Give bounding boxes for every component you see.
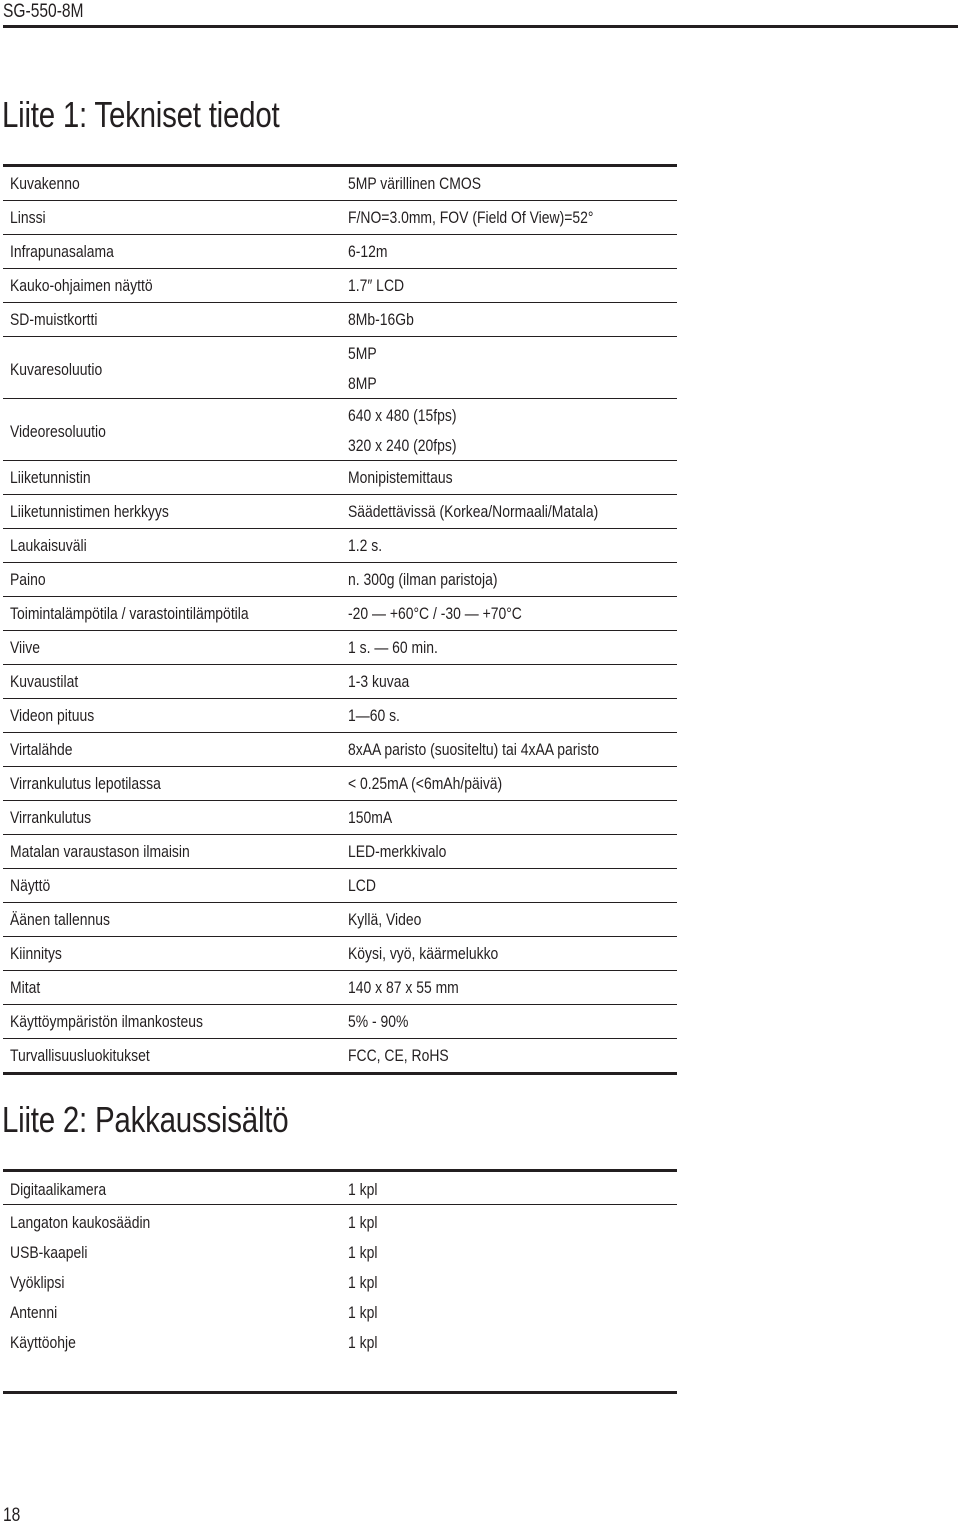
spec-label: Infrapunasalama [10,242,114,261]
package-contents-table [3,1169,677,1394]
table-row [3,269,677,303]
spec-value-secondary: 320 x 240 (20fps) [348,436,457,455]
spec-label: Virrankulutus lepotilassa [10,774,161,793]
spec-value: Kyllä, Video [348,910,422,929]
spec-value: < 0.25mA (<6mAh/päivä) [348,774,503,793]
spec-label: Kuvakenno [10,174,80,193]
table-row [3,167,677,201]
table-row [3,971,677,1005]
table-row [3,1039,677,1072]
spec-value: 140 x 87 x 55 mm [348,978,459,997]
table-row [3,665,677,699]
spec-label: SD-muistkortti [10,310,98,329]
spec-label: Liiketunnistin [10,468,91,487]
item-label: Vyöklipsi [10,1273,65,1292]
spec-value: 8xAA paristo (suositeltu) tai 4xAA paristo [348,740,600,759]
table-row [3,337,677,399]
spec-label: Kauko-ohjaimen näyttö [10,276,153,295]
table-row [3,1005,677,1039]
spec-label: Laukaisuväli [10,536,87,555]
table-row [3,1265,677,1295]
spec-value: 5% - 90% [348,1012,409,1031]
item-label: Antenni [10,1303,58,1322]
table-row [3,461,677,495]
spec-value: 1-3 kuvaa [348,672,410,691]
table-row [3,1205,677,1235]
table-row [3,801,677,835]
spec-label: Mitat [10,978,41,997]
spec-value: 5MP [348,344,377,363]
spec-value: F/NO=3.0mm, FOV (Field Of View)=52° [348,208,594,227]
spec-label: Toimintalämpötila / varastointilämpötila [10,604,249,623]
table-row [3,699,677,733]
spec-label: Kiinnitys [10,944,62,963]
table-bottom-rule [3,1391,677,1394]
spec-label: Kuvaresoluutio [10,360,103,379]
table-row [3,835,677,869]
spec-value: Säädettävissä (Korkea/Normaali/Matala) [348,502,599,521]
spec-label: Viive [10,638,40,657]
spec-label: Virrankulutus [10,808,92,827]
table-row [3,1172,677,1202]
spec-value: n. 300g (ilman paristoja) [348,570,498,589]
item-label: USB-kaapeli [10,1243,88,1262]
table-row [3,903,677,937]
spec-value: FCC, CE, RoHS [348,1046,449,1065]
table-bottom-rule [3,1072,677,1075]
item-quantity: 1 kpl [348,1180,378,1199]
spec-label: Matalan varaustason ilmaisin [10,842,190,861]
item-quantity: 1 kpl [348,1243,378,1262]
table-row [3,563,677,597]
spec-label: Näyttö [10,876,51,895]
header-divider [3,25,958,28]
table-row [3,937,677,971]
spec-value: 1—60 s. [348,706,400,725]
spec-value: 1.7″ LCD [348,276,405,295]
spec-value: -20 — +60°C / -30 — +70°C [348,604,522,623]
spec-value: 1.2 s. [348,536,383,555]
table-row [3,303,677,337]
item-quantity: 1 kpl [348,1273,378,1292]
spec-label: Videoresoluutio [10,422,106,441]
table-row [3,235,677,269]
table-row [3,869,677,903]
table-row [3,1235,677,1265]
spec-value: Köysi, vyö, käärmelukko [348,944,499,963]
technical-specs-table [3,164,677,1075]
spec-label: Videon pituus [10,706,95,725]
spec-label: Kuvaustilat [10,672,79,691]
spec-value: 1 s. — 60 min. [348,638,438,657]
table-row [3,1325,677,1355]
section-title-technical-specs: Liite 1: Tekniset tiedot [2,94,280,135]
section-title-package-contents: Liite 2: Pakkaussisältö [2,1099,289,1140]
item-label: Käyttöohje [10,1333,76,1352]
table-row [3,767,677,801]
item-quantity: 1 kpl [348,1213,378,1232]
spec-value: 640 x 480 (15fps) [348,406,457,425]
table-row [3,1295,677,1325]
item-quantity: 1 kpl [348,1333,378,1352]
spec-value: 8Mb-16Gb [348,310,414,329]
spec-value: LCD [348,876,376,895]
table-row [3,631,677,665]
spec-label: Liiketunnistimen herkkyys [10,502,169,521]
spec-value: LED-merkkivalo [348,842,447,861]
spec-value: Monipistemittaus [348,468,453,487]
table-row [3,201,677,235]
table-row [3,495,677,529]
item-label: Digitaalikamera [10,1180,107,1199]
spec-label: Virtalähde [10,740,73,759]
spec-value: 5MP värillinen CMOS [348,174,481,193]
spec-label: Linssi [10,208,46,227]
spec-label: Turvallisuusluokitukset [10,1046,150,1065]
spec-value-secondary: 8MP [348,374,377,393]
spec-value: 6-12m [348,242,388,261]
table-row [3,529,677,563]
spec-value: 150mA [348,808,393,827]
spec-label: Käyttöympäristön ilmankosteus [10,1012,203,1031]
table-row [3,399,677,461]
document-model-header: SG-550-8M [3,1,84,22]
table-row [3,733,677,767]
item-label: Langaton kaukosäädin [10,1213,151,1232]
table-row [3,597,677,631]
spec-label: Paino [10,570,46,589]
page-number: 18 [3,1505,21,1526]
spec-label: Äänen tallennus [10,910,110,929]
item-quantity: 1 kpl [348,1303,378,1322]
